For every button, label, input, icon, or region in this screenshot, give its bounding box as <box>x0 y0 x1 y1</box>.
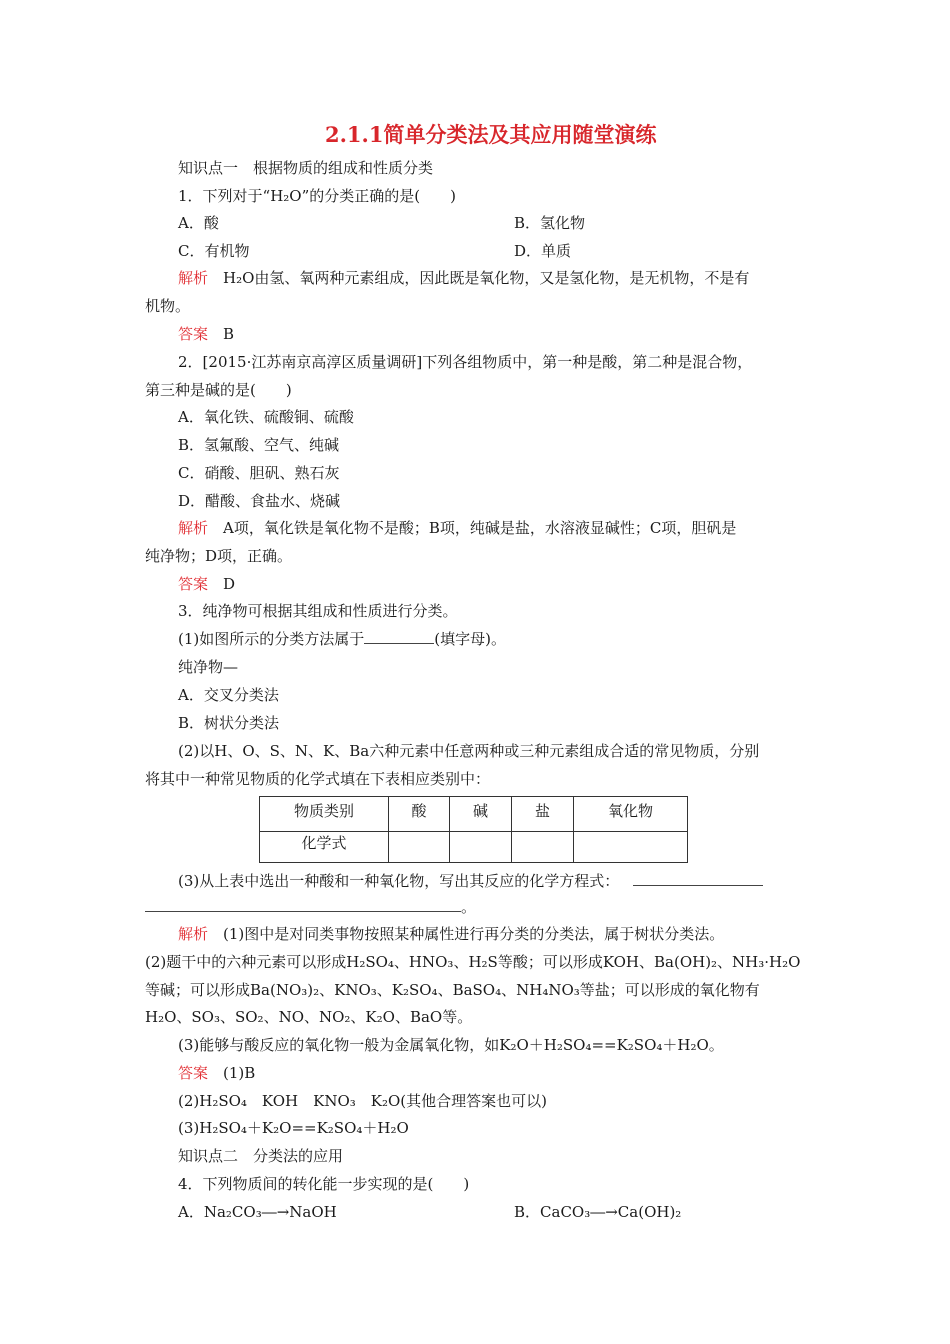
answer-value: D <box>223 575 236 593</box>
table-row <box>260 832 688 863</box>
q3-answer <box>178 1063 255 1083</box>
q3-explanation-cont: (2)题干中的六种元素可以形成H₂SO₄、HNO₃、H₂S等酸；可以形成KOH、Ba(OH)₂、NH₃·H₂O <box>145 953 801 971</box>
q1-option-a: A．酸 <box>178 214 219 232</box>
q2-explanation-cont: 纯净物；D项，正确。 <box>145 547 293 565</box>
table-header-cell: 碱 <box>450 797 512 832</box>
q1-option-d: D．单质 <box>514 242 572 260</box>
table-cell <box>512 832 574 863</box>
q3-explanation-cont: H₂O、SO₃、SO₂、NO、NO₂、K₂O、BaO等。 <box>145 1008 473 1026</box>
q3-explanation-cont: 等碱；可以形成Ba(NO₃)₂、KNO₃、K₂SO₄、BaSO₄、NH₄NO₃等盐；可以形成的氧化物有 <box>145 981 760 999</box>
question-4: 4．下列物质间的转化能一步实现的是( ) <box>178 1175 470 1193</box>
q3-answer-2: (2)H₂SO₄ KOH KNO₃ K₂O(其他合理答案也可以) <box>178 1092 547 1110</box>
fill-blank <box>145 897 461 912</box>
q2-option-a: A．氧化铁、硫酸铜、硫酸 <box>178 408 354 426</box>
q1-option-c: C．有机物 <box>178 242 250 260</box>
answer-value: (1)B <box>223 1064 256 1082</box>
explanation-text: A项，氧化铁是氧化物不是酸；B项，纯碱是盐，水溶液显碱性；C项，胆矾是 <box>223 519 737 537</box>
q1-explanation-cont: 机物。 <box>145 297 191 315</box>
question-2-cont: 第三种是碱的是( ) <box>145 381 292 399</box>
table-header-cell: 物质类别 <box>260 797 389 832</box>
table-cell <box>574 832 688 863</box>
q2-option-d: D．醋酸、食盐水、烧碱 <box>178 492 341 510</box>
q3-option-b: B．树状分类法 <box>178 714 280 732</box>
q2-option-c: C．硝酸、胆矾、熟石灰 <box>178 464 340 482</box>
explanation-label: 解析 <box>178 925 209 943</box>
answer-label: 答案 <box>178 575 209 593</box>
answer-value: B <box>223 325 235 343</box>
explanation-label: 解析 <box>178 269 209 287</box>
q3-part-2-cont: 将其中一种常见物质的化学式填在下表相应类别中： <box>145 770 491 788</box>
q2-explanation <box>178 518 736 538</box>
table-row-label: 化学式 <box>260 832 389 863</box>
q3-part-3-end: 。 <box>461 898 477 916</box>
substance-table <box>259 796 688 863</box>
q1-answer <box>178 324 234 344</box>
table-header-row <box>260 797 688 832</box>
question-1: 1．下列对于“H₂O”的分类正确的是( ) <box>178 187 456 205</box>
q3-answer-3: (3)H₂SO₄＋K₂O==K₂SO₄＋H₂O <box>178 1119 409 1137</box>
q3-part-2: (2)以H、O、S、N、K、Ba六种元素中任意两种或三种元素组成合适的常见物质，分别 <box>178 742 760 760</box>
q3-explanation-cont: (3)能够与酸反应的氧化物一般为金属氧化物，如K₂O＋H₂SO₄==K₂SO₄＋H₂O。 <box>178 1036 724 1054</box>
table-header-cell: 氧化物 <box>574 797 688 832</box>
explanation-label: 解析 <box>178 519 209 537</box>
table-header-cell: 盐 <box>512 797 574 832</box>
q3-part-1-hint: (填字母)。 <box>434 630 506 648</box>
knowledge-point-2: 知识点二 分类法的应用 <box>178 1147 344 1165</box>
q3-option-a: A．交叉分类法 <box>178 686 279 704</box>
page-title: 2.1.1简单分类法及其应用随堂演练 <box>325 122 657 147</box>
table-cell <box>389 832 450 863</box>
q1-explanation <box>178 268 749 288</box>
q3-part-3-cont <box>145 897 476 917</box>
answer-label: 答案 <box>178 1064 209 1082</box>
explanation-text: H₂O由氢、氧两种元素组成，因此既是氧化物，又是氢化物，是无机物，不是有 <box>223 269 750 287</box>
question-2: 2．[2015·江苏南京高淳区质量调研]下列各组物质中，第一种是酸，第二种是混合物， <box>178 353 753 371</box>
q3-part-1 <box>178 629 506 649</box>
answer-label: 答案 <box>178 325 209 343</box>
table-cell <box>450 832 512 863</box>
explanation-text: (1)图中是对同类事物按照某种属性进行再分类的分类法，属于树状分类法。 <box>223 925 725 943</box>
q4-option-b: B．CaCO₃―→Ca(OH)₂ <box>514 1203 682 1221</box>
q1-option-b: B．氢化物 <box>514 214 586 232</box>
fill-blank <box>633 871 763 886</box>
q3-part-3-text: (3)从上表中选出一种酸和一种氧化物，写出其反应的化学方程式： <box>178 872 620 890</box>
q3-part-1-text: (1)如图所示的分类方法属于 <box>178 630 365 648</box>
knowledge-point-1: 知识点一 根据物质的组成和性质分类 <box>178 159 434 177</box>
q3-explanation <box>178 924 724 944</box>
q4-option-a: A．Na₂CO₃―→NaOH <box>178 1203 337 1221</box>
q3-part-3 <box>178 871 763 891</box>
q2-answer <box>178 574 235 594</box>
question-3: 3．纯净物可根据其组成和性质进行分类。 <box>178 602 458 620</box>
table-header-cell: 酸 <box>389 797 450 832</box>
q2-option-b: B．氢氟酸、空气、纯碱 <box>178 436 340 454</box>
q3-figure-label: 纯净物— <box>178 658 239 676</box>
fill-blank <box>364 629 434 644</box>
